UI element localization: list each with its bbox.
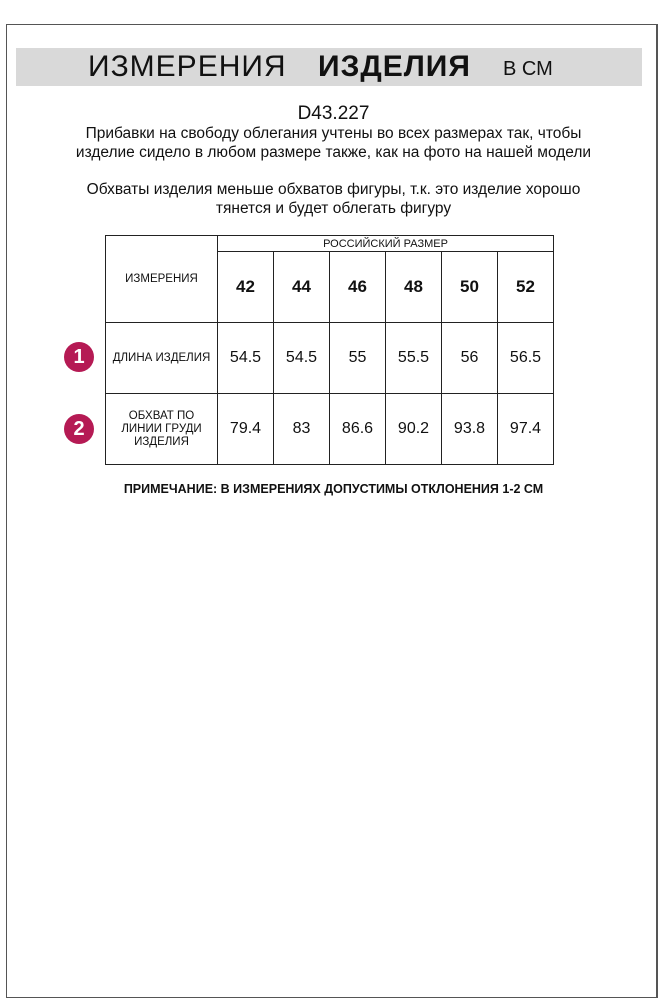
size-group-label: РОССИЙСКИЙ РАЗМЕР: [218, 236, 554, 252]
size-header: 52: [498, 252, 554, 323]
table-row: [106, 394, 554, 465]
article-code: D43.227: [297, 103, 370, 124]
table-cell: 86.6: [330, 394, 386, 465]
size-header: 46: [330, 252, 386, 323]
size-table: [105, 235, 554, 465]
table-cell: 54.5: [218, 323, 274, 394]
table-cell: 97.4: [498, 394, 554, 465]
size-header: 44: [274, 252, 330, 323]
table-cell: 54.5: [274, 323, 330, 394]
tolerance-note: ПРИМЕЧАНИЕ: В ИЗМЕРЕНИЯХ ДОПУСТИМЫ ОТКЛОНЕНИЯ 1-2 СМ: [123, 482, 544, 496]
table-cell: 56.5: [498, 323, 554, 394]
stretch-note-paragraph: Обхваты изделия меньше обхватов фигуры, т.к. это изделие хорошо тянется и будет облегать фигуру: [86, 181, 581, 217]
table-cell: 93.8: [442, 394, 498, 465]
fit-note-paragraph: Прибавки на свободу облегания учтены во всех размерах так, чтобы изделие сидело в любом размере также, как на фото на нашей модели: [75, 125, 592, 161]
table-cell: 56: [442, 323, 498, 394]
corner-label: ИЗМЕРЕНИЯ: [106, 236, 218, 323]
header-title-measurements: ИЗМЕРЕНИЯ: [88, 50, 287, 83]
row-label-length: ДЛИНА ИЗДЕЛИЯ: [106, 323, 218, 394]
table-header-row: [106, 236, 554, 252]
table-cell: 79.4: [218, 394, 274, 465]
table-cell: 55: [330, 323, 386, 394]
table-cell: 55.5: [386, 323, 442, 394]
table-cell: 83: [274, 394, 330, 465]
row-label-chest: ОБХВАТ ПО ЛИНИИ ГРУДИ ИЗДЕЛИЯ: [106, 394, 218, 465]
row-number-badge: 2: [64, 414, 94, 444]
page-frame: [6, 24, 658, 998]
row-number-badge: 1: [64, 342, 94, 372]
size-header: 48: [386, 252, 442, 323]
header-unit: В СМ: [503, 58, 553, 80]
size-header: 42: [218, 252, 274, 323]
size-header: 50: [442, 252, 498, 323]
table-row: [106, 323, 554, 394]
table-cell: 90.2: [386, 394, 442, 465]
header-title-product: ИЗДЕЛИЯ: [318, 50, 471, 83]
